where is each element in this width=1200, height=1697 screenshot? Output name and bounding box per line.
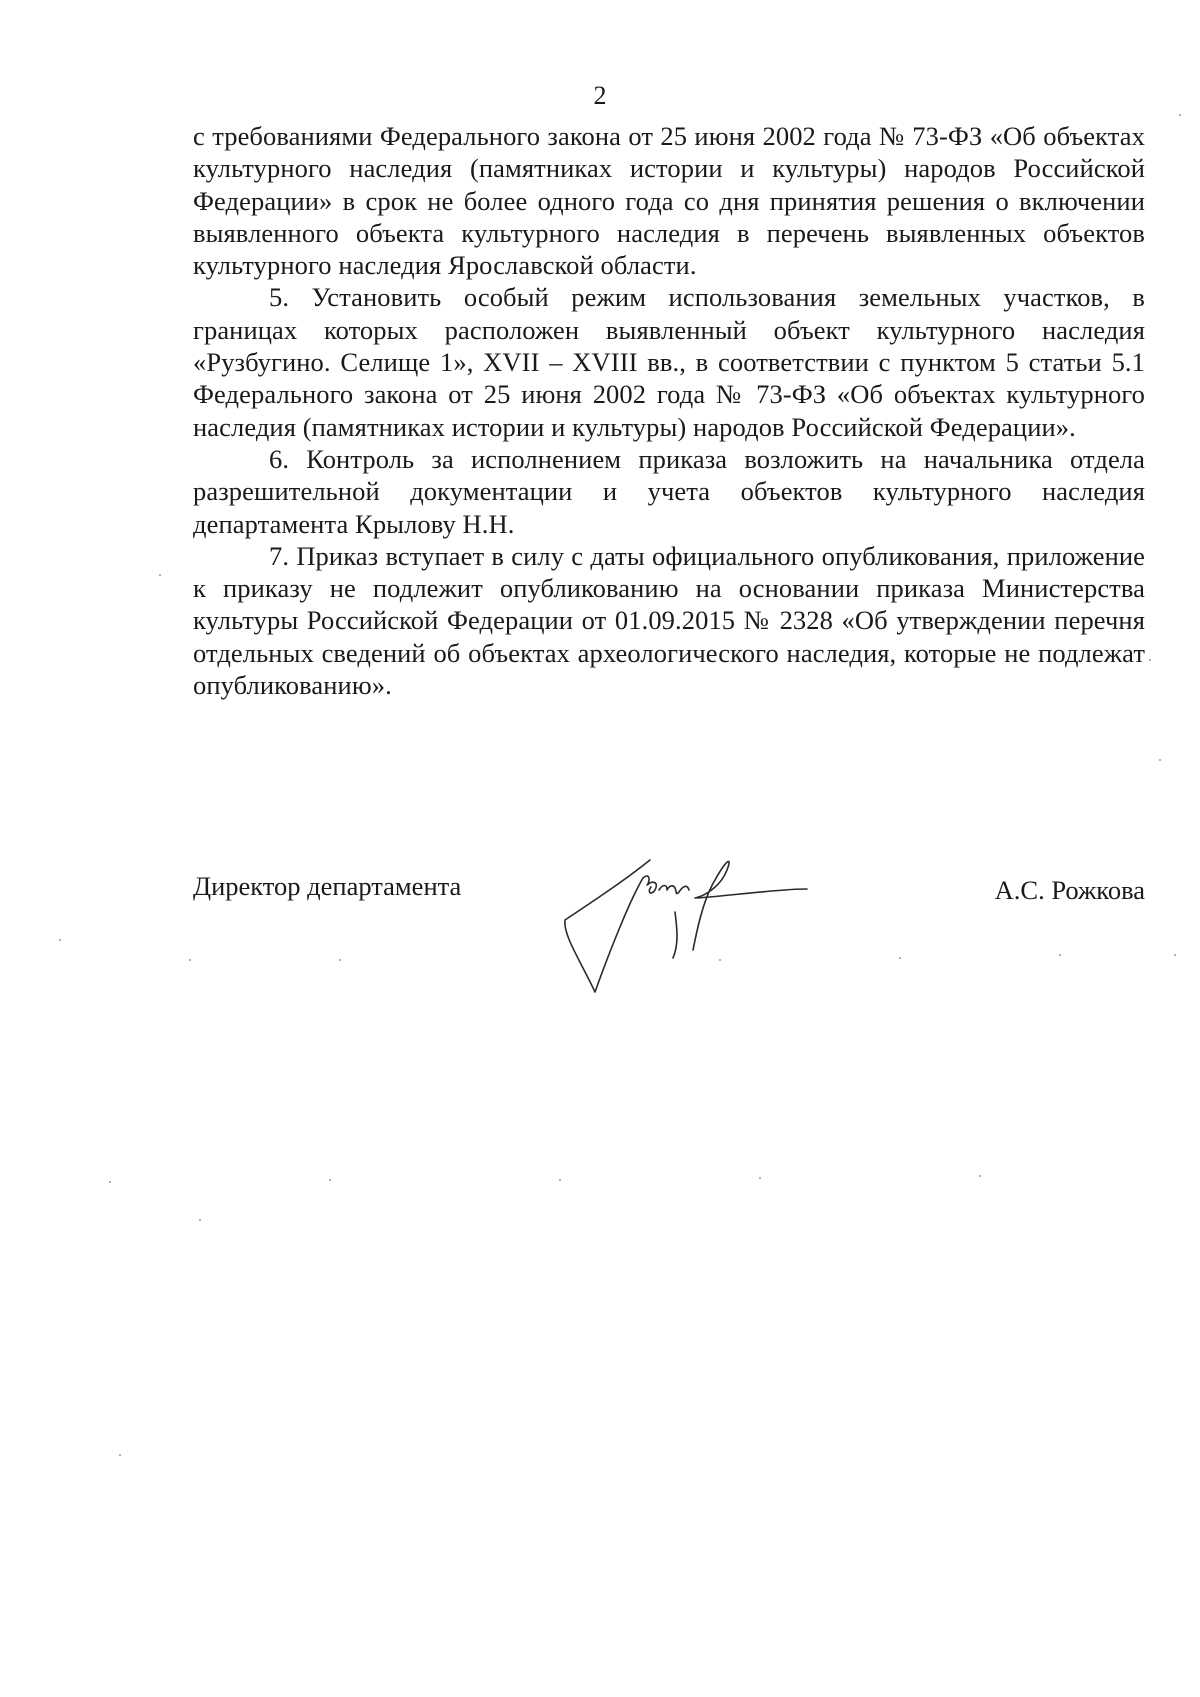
paragraph-item-6: 6. Контроль за исполнением приказа возложить на начальника отдела разрешительной документации и учета объектов культурного наследия департамента Крылову Н.Н. <box>193 443 1145 539</box>
handwritten-signature <box>555 840 865 1010</box>
paragraph-continuation: с требованиями Федерального закона от 25 июня 2002 года № 73-ФЗ «Об объектах культурного наследия (памятниках истории и культуры) народов Российской Федерации» в срок не более одного года со дня принятия решения о включении выявленного объекта культурного наследия в перечень выявленных объектов культурного наследия Ярославской области. <box>193 121 1145 281</box>
paragraph-item-7: 7. Приказ вступает в силу с даты официального опубликования, приложение к приказу не подлежит опубликованию на основании приказа Министерства культуры Российской Федерации от 01.09.2015 № 2328 «Об утверждении перечня отдельных сведений об объектах археологического наследия, которые не подлежат опубликованию». <box>193 540 1145 701</box>
page-number: 2 <box>593 81 607 110</box>
paragraph-item-5: 5. Установить особый режим использования земельных участков, в границах которых расположен выявленный объект культурного наследия «Рузбугино. Селище 1», XVII – XVIII вв., в соответствии с пунктом 5 статьи 5.1 Федерального закона от 25 июня 2002 года № 73-ФЗ «Об объектах культурного наследия (памятниках истории и культуры) народов Российской Федерации». <box>193 282 1145 442</box>
signatory-position: Директор департамента <box>193 871 462 901</box>
document-body <box>193 120 1145 701</box>
signatory-name: А.С. Рожкова <box>994 875 1145 905</box>
